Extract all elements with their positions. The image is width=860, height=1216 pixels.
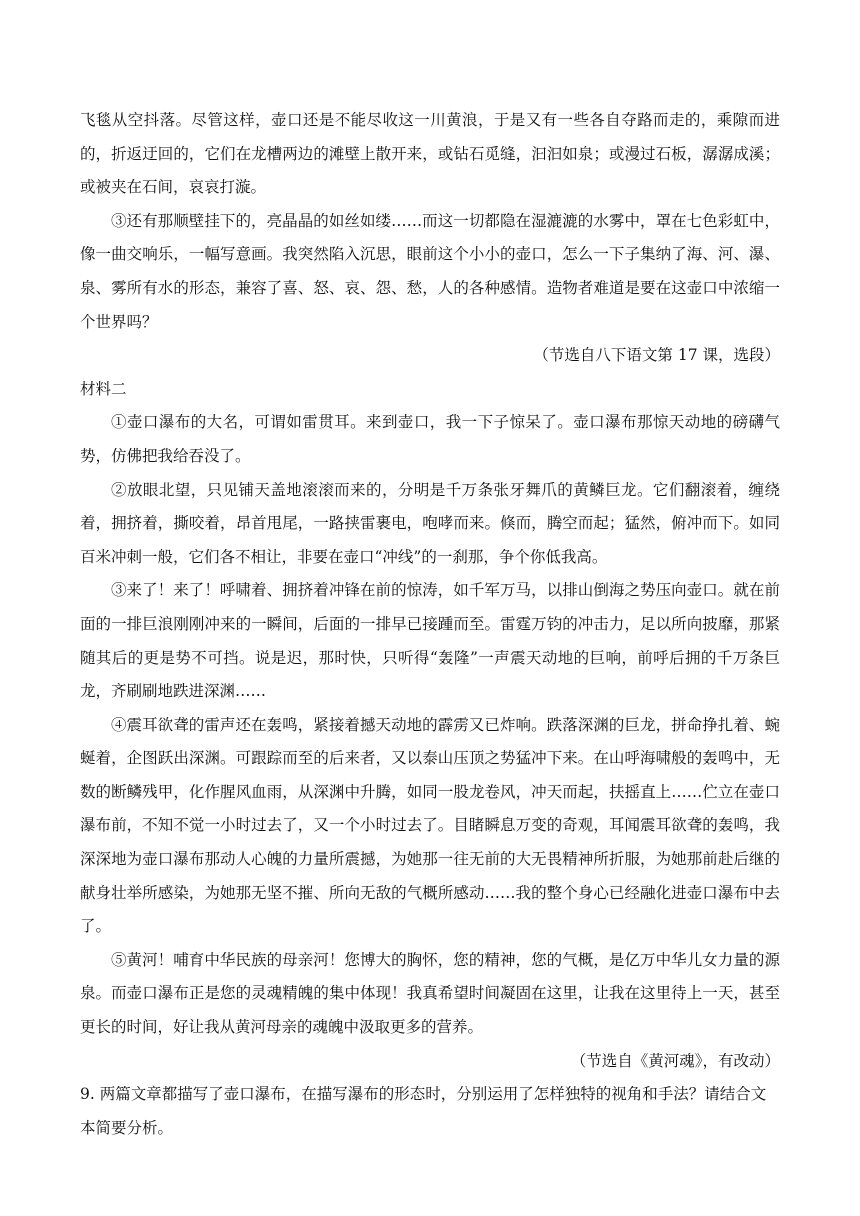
material2-paragraph-3: ③来了！来了！呼啸着、拥挤着冲锋在前的惊涛，如千军万马，以排山倒海之势压向壶口。就在前面的一排巨浪刚刚冲来的一瞬间，后面的一排早已接踵而至。雷霆万钧的冲击力，足以所向披靡，那紧随其后的更是势不可挡。说是迟，那时快，只听得“轰隆”一声震天动地的巨响，前呼后拥的千万条巨龙，齐刷刷地跌进深渊…… (80, 581, 780, 701)
material1-paragraph-3: ③还有那顺壁挂下的，亮晶晶的如丝如缕……而这一切都隐在湿漉漉的水雾中，罩在七色彩虹中，像一曲交响乐，一幅写意画。我突然陷入沉思，眼前这个小小的壶口，怎么一下子集纳了海、河、瀑、泉、雾所有水的形态，兼容了喜、怒、哀、怨、愁，人的各种感情。造物者难道是要在这壶口中浓缩一个世界吗？ (80, 211, 780, 331)
material2-paragraph-5: ⑤黄河！哺育中华民族的母亲河！您博大的胸怀，您的精神，您的气概，是亿万中华儿女力量的源泉。而壶口瀑布正是您的灵魂精魄的集中体现！我真希望时间凝固在这里，让我在这里待上一天，甚至更长的时间，好让我从黄河母亲的魂魄中汲取更多的营养。 (80, 950, 780, 1037)
material1-source: （节选自八下语文第 17 课，选段） (533, 346, 780, 365)
material2-paragraph-2: ②放眼北望，只见铺天盖地滚滚而来的，分明是千万条张牙舞爪的黄鳞巨龙。它们翻滚着，缠绕着，拥挤着，撕咬着，昂首甩尾，一路挟雷裹电，咆哮而来。倏而，腾空而起；猛然，俯冲而下。如同百米冲刺一般，它们各不相让，非要在壶口“冲线”的一刹那，争个你低我高。 (80, 480, 780, 566)
document-page (80, 104, 780, 1145)
material2-paragraph-1: ①壶口瀑布的大名，可谓如雷贯耳。来到壶口，我一下子惊呆了。壶口瀑布那惊天动地的磅礴气势，仿佛把我给吞没了。 (80, 413, 780, 465)
question-9: 9. 两篇文章都描写了壶口瀑布，在描写瀑布的形态时，分别运用了怎样独特的视角和手法？请结合文本简要分析。 (80, 1085, 767, 1137)
material1-paragraph-continued: 飞毯从空抖落。尽管这样，壶口还是不能尽收这一川黄浪，于是又有一些各自夺路而走的，乘隙而进的，折返迂回的，它们在龙槽两边的滩壁上散开来，或钻石觅缝，汩汩如泉；或漫过石板，潺潺成溪；或被夹在石间，哀哀打漩。 (80, 111, 780, 197)
material2-heading: 材料二 (80, 379, 127, 398)
material2-paragraph-4: ④震耳欲聋的雷声还在轰鸣，紧接着撼天动地的霹雳又已炸响。跌落深渊的巨龙，拼命挣扎着、蜿蜒着，企图跃出深渊。可跟踪而至的后来者，又以泰山压顶之势猛冲下来。在山呼海啸般的轰鸣中，无数的断鳞残甲，化作腥风血雨，从深渊中升腾，如同一股龙卷风，冲天而起，扶摇直上……伫立在壶口瀑布前，不知不觉一小时过去了，又一个小时过去了。目睹瞬息万变的奇观，耳闻震耳欲聋的轰鸣，我深深地为壶口瀑布那动人心魄的力量所震撼，为她那一往无前的大无畏精神所折服，为她那前赴后继的献身壮举所感染，为她那无坚不摧、所向无敌的气概所感动……我的整个身心已经融化进壶口瀑布中去了。 (80, 715, 780, 936)
material2-source: （节选自《黄河魂》，有改动） (570, 1051, 780, 1070)
